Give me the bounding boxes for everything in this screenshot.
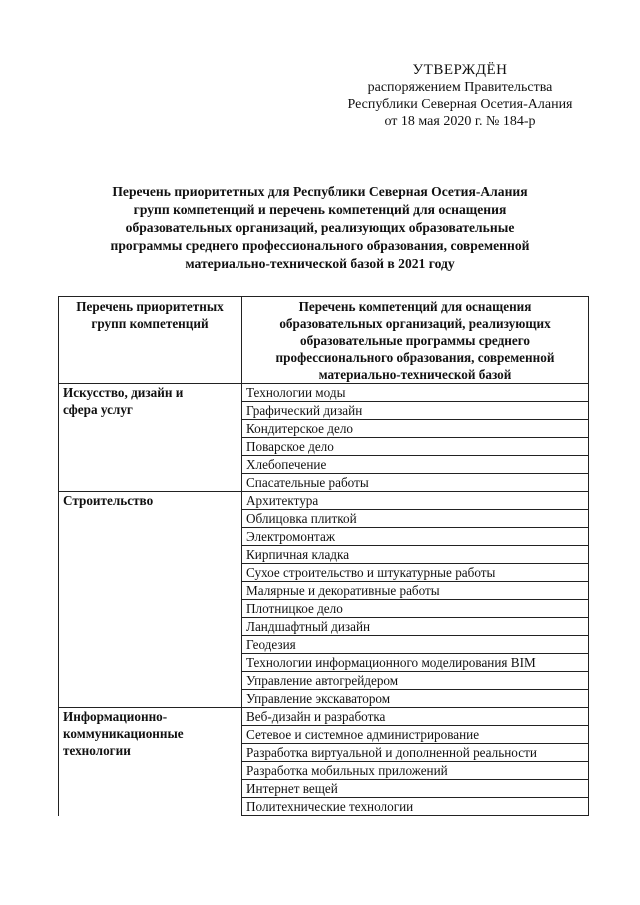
competency-cell: Интернет вещей	[242, 780, 589, 798]
competency-cell: Малярные и декоративные работы	[242, 582, 589, 600]
competency-cell: Электромонтаж	[242, 528, 589, 546]
competency-cell: Ландшафтный дизайн	[242, 618, 589, 636]
group-name: технологии	[63, 743, 131, 758]
competencies-table	[58, 296, 589, 816]
approval-stamp	[330, 62, 590, 130]
group-name: Искусство, дизайн и	[63, 385, 184, 400]
approval-line: Республики Северная Осетия-Алания	[347, 97, 573, 112]
title-line: материально-технической базой в 2021 году	[185, 256, 455, 271]
header-text: материально-технической базой	[318, 367, 512, 382]
header-groups	[59, 297, 242, 384]
group-cell	[59, 384, 242, 492]
header-text: образовательные программы среднего	[300, 333, 530, 348]
header-text: Перечень компетенций для оснащения	[298, 299, 532, 314]
title-line: групп компетенций и перечень компетенций для оснащения	[133, 202, 507, 217]
table-header-row	[59, 297, 589, 384]
group-name: коммуникационные	[63, 726, 184, 741]
competency-cell: Веб-дизайн и разработка	[242, 708, 589, 726]
competency-cell: Сетевое и системное администрирование	[242, 726, 589, 744]
group-cell	[59, 492, 242, 708]
competency-cell: Технологии информационного моделирования BIM	[242, 654, 589, 672]
competency-cell: Хлебопечение	[242, 456, 589, 474]
header-text: профессионального образования, современной	[275, 350, 555, 365]
approval-heading: УТВЕРЖДЁН	[412, 62, 508, 78]
competency-cell: Разработка мобильных приложений	[242, 762, 589, 780]
title-line: образовательных организаций, реализующих образовательные	[125, 220, 515, 235]
competency-cell: Плотницкое дело	[242, 600, 589, 618]
group-name: сфера услуг	[63, 402, 133, 417]
competency-cell: Управление автогрейдером	[242, 672, 589, 690]
competency-cell: Разработка виртуальной и дополненной реальности	[242, 744, 589, 762]
competency-cell: Кирпичная кладка	[242, 546, 589, 564]
competency-cell: Сухое строительство и штукатурные работы	[242, 564, 589, 582]
header-text: образовательных организаций, реализующих	[279, 316, 551, 331]
competency-cell: Политехнические технологии	[242, 798, 589, 816]
table-row	[59, 708, 589, 726]
competency-cell: Графический дизайн	[242, 402, 589, 420]
approval-line: распоряжением Правительства	[367, 80, 553, 95]
group-name: Информационно-	[63, 709, 168, 724]
title-line: программы среднего профессионального образования, современной	[110, 238, 530, 253]
approval-date: от 18 мая 2020 г. № 184-р	[384, 114, 536, 129]
title-line: Перечень приоритетных для Республики Северная Осетия-Алания	[112, 184, 528, 199]
competency-cell: Архитектура	[242, 492, 589, 510]
competency-cell: Облицовка плиткой	[242, 510, 589, 528]
competency-cell: Технологии моды	[242, 384, 589, 402]
group-name: Строительство	[63, 493, 154, 508]
header-competencies	[242, 297, 589, 384]
table-row	[59, 492, 589, 510]
document-title	[90, 183, 550, 273]
header-text: Перечень приоритетных	[76, 299, 224, 314]
competency-cell: Поварское дело	[242, 438, 589, 456]
header-text: групп компетенций	[91, 316, 209, 331]
table-row	[59, 384, 589, 402]
competency-cell: Геодезия	[242, 636, 589, 654]
competency-cell: Кондитерское дело	[242, 420, 589, 438]
competency-cell: Спасательные работы	[242, 474, 589, 492]
group-cell	[59, 708, 242, 816]
competency-cell: Управление экскаватором	[242, 690, 589, 708]
